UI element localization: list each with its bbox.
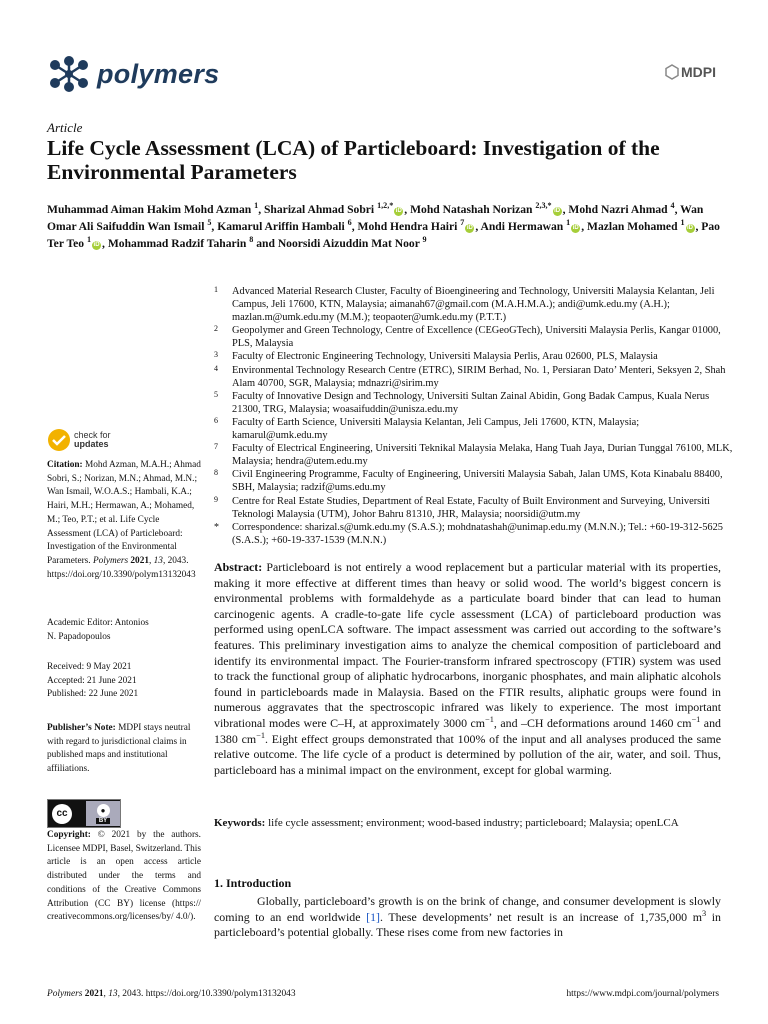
author-affiliation-sup: 2,3,*	[535, 201, 552, 211]
check-updates-icon	[47, 428, 71, 452]
affiliation-number: *	[214, 521, 219, 533]
affiliation-text: Civil Engineering Programme, Faculty of Engineering, Universiti Malaysia Sabah, Jalan UMS, Kota Kinabalu 88400, SBH, Malaysia; radzif@ums.edu.my	[232, 469, 723, 494]
abstract-sup-2: −1	[691, 714, 701, 724]
footer-year: 2021	[84, 989, 104, 999]
affiliation-item	[214, 364, 734, 390]
article-title: Life Cycle Assessment (LCA) of Particleboard: Investigation of the Environmental Parameters	[47, 136, 660, 184]
citation-label: Citation:	[47, 460, 83, 470]
footer-doi[interactable]: , 2043. https://doi.org/10.3390/polym13132043	[117, 989, 296, 999]
affiliation-item	[214, 350, 734, 363]
person-icon: ●	[97, 804, 110, 817]
keywords-text: life cycle assessment; environment; wood-based industry; particleboard; Malaysia; openLCA	[268, 817, 679, 829]
author-affiliation-sup: 4	[670, 201, 675, 211]
affiliation-number: 4	[214, 363, 218, 373]
abstract-text-4: . Eight effect groups demonstrated that 100% of the input and all analyses produced the same relative outcome. The life cycle of a product is determined by pollution of the air, water, and soil. Thus, particleboard has a minimal impact on the environment, except for global warming.	[214, 731, 722, 777]
publisher-note-label: Publisher’s Note:	[47, 723, 116, 733]
keywords	[214, 816, 721, 832]
author-name[interactable]: Pao Ter Teo	[47, 220, 720, 250]
academic-editor	[47, 617, 201, 644]
footer-citation: Polymers 2021, 13, 2043. https://doi.org/10.3390/polym13132043	[47, 989, 296, 999]
abstract-text-3: and 1380 cm	[214, 715, 721, 746]
keywords-label: Keywords:	[214, 817, 266, 829]
author-name[interactable]: Mohammad Radzif Taharin	[107, 237, 247, 250]
publisher-name: MDPI	[681, 64, 716, 80]
publisher-note-text: MDPI stays neutral with regard to jurisdictional claims in published maps and institutional affiliations.	[47, 723, 191, 775]
affiliation-number: 8	[214, 468, 218, 478]
affiliation-item	[214, 285, 734, 324]
footer-volume: 13	[108, 989, 118, 999]
author-name[interactable]: Wan Omar Ali Saifuddin Wan Ismail	[47, 203, 704, 233]
orcid-icon[interactable]: iD	[395, 208, 402, 214]
check-for-updates[interactable]	[47, 428, 111, 452]
affiliation-item	[214, 324, 734, 350]
copyright-block	[47, 829, 201, 925]
author-name[interactable]: Noorsidi Aizuddin Mat Noor	[277, 237, 420, 250]
dates-block	[47, 661, 201, 702]
affiliation-number: 6	[214, 415, 218, 425]
abstract-text-1: Particleboard is not entirely a wood replacement but a particular material with its properties, making it more effective at different times than heavy or solid wood. The world’s biggest concern is environmental problems with formaldehyde as a particulate board binder that can lead to human carcinogenic agents. A cradle-to-gate life cycle assessment (LCA) of particleboard production was performed using openLCA software. The impact assessment was carried out according to the software’s features. This preliminary investigation aims to analyze the chemical composition of particleboard and identify its environmental impact. The Fourier-transform infrared spectroscopy (FTIR) system was used to track the functional group of aliphatic hydrocarbons, inorganic phosphates, and main aliphatic alcohols found in particleboards made in Malaysia. Based on the FTIR results, aliphatic groups were found in numerous aggravates that the spectroscopic infrared was likely to experience. The most important vibrational modes were C–H, at approximately 3000 cm	[214, 560, 721, 730]
affiliation-text: Geopolymer and Green Technology, Centre of Excellence (CEGeoGTech), Universiti Malaysia Perlis, Kangar 01000, PLS, Malaysia	[232, 325, 721, 350]
editor-label: Academic Editor: Antonios	[47, 618, 149, 628]
affiliation-item	[214, 468, 734, 494]
authors-and: and	[256, 237, 278, 250]
citation-block: Citation: Mohd Azman, M.A.H.; Ahmad Sobri, S.; Norizan, M.N.; Ahmad, M.N.; Wan Ismail, W.O.A.S.; Hambali, K.A.; Hairi, M.H.; Hermawan, A.; Mohamed, M.; Teo, P.T.; et al. Life Cycle Assessment (LCA) of Particleboard: Investigation of the Environmental Parameters. Polymers 2021, 13, 2043. https://doi.org/10.3390/polym13132043	[47, 460, 201, 580]
author-affiliation-sup: 1	[254, 201, 259, 211]
affiliation-item	[214, 416, 734, 442]
editor-name: N. Papadopoulos	[47, 631, 111, 642]
affiliation-number: 7	[214, 442, 218, 452]
abstract-label: Abstract:	[214, 560, 263, 574]
orcid-icon[interactable]: iD	[93, 242, 100, 248]
publisher-logo	[665, 64, 716, 80]
citation-doi[interactable]: , 2043. https://doi.org/10.3390/polym13132043	[47, 555, 196, 580]
author-name[interactable]: Sharizal Ahmad Sobri	[263, 203, 375, 216]
intro-sup: 3	[701, 908, 707, 918]
affiliation-number: 2	[214, 324, 218, 334]
author-affiliation-sup: 1	[566, 218, 571, 228]
cc-icon: cc	[52, 804, 72, 824]
affiliation-item	[214, 495, 734, 521]
cc-by-badge[interactable]	[47, 799, 121, 828]
author-affiliation-sup: 8	[249, 235, 254, 245]
affiliation-text: Faculty of Earth Science, Universiti Malaysia Kelantan, Jeli Campus, Jeli 17600, KTN, Malaysia; kamarul@umk.edu.my	[232, 416, 640, 442]
accepted-date: Accepted: 21 June 2021	[47, 675, 137, 686]
intro-paragraph	[214, 894, 721, 941]
author-list: Muhammad Aiman Hakim Mohd Azman $^1$, Sharizal Ahmad Sobri $^{1,2,*}$iD , Mohd Natashah Norizan $^{2,3,*}$iD , Mohd Nazri Ahmad $^4$, Wan Omar Ali Saifuddin Wan Ismail $^5$, Kamarul Ariffin Hambali $^6$, Mohd Hendra Hairi $^7$iD , Andi Hermawan $^1$iD , Mazlan Mohamed $^1$iD , Pao Ter Teo $^1$iD , Mohammad Radzif Taharin $^8$ and Noorsidi Aizuddin Mat Noor $^9$	[47, 201, 720, 250]
article-type: Article	[47, 120, 83, 135]
author-affiliation-sup: 7	[460, 218, 465, 228]
author-name[interactable]: Mohd Natashah Norizan	[410, 203, 533, 216]
section-heading: 1. Introduction	[214, 876, 292, 890]
check-updates-line1: check for	[74, 430, 111, 440]
orcid-icon[interactable]: iD	[572, 225, 579, 231]
affiliation-number: 1	[214, 285, 218, 294]
author-affiliation-sup: 9	[422, 235, 427, 245]
affiliation-number: 9	[214, 494, 218, 504]
intro-text-2: . These developments’ net result is an increase of 1,735,000 m	[380, 909, 702, 924]
abstract-sup-1: −1	[485, 714, 494, 724]
citation-year: 2021	[130, 555, 149, 566]
affiliations	[214, 285, 734, 547]
author-name[interactable]: Mohd Hendra Hairi	[357, 220, 458, 233]
footer-url[interactable]: https://www.mdpi.com/journal/polymers	[566, 989, 719, 999]
received-date: Received: 9 May 2021	[47, 662, 132, 672]
affiliation-item	[214, 442, 734, 468]
journal-name: polymers	[97, 58, 220, 89]
copyright-text: © 2021 by the authors. Licensee MDPI, Basel, Switzerland. This article is an open access article distributed under the terms and conditions of the Creative Commons Attribution (CC BY) license (https:// creativecommons.org/licenses/by/ 4.0/).	[47, 830, 201, 923]
affiliation-text: Correspondence: sharizal.s@umk.edu.my (S.A.S.); mohdnatashah@unimap.edu.my (M.N.N.); Tel.: +60-19-312-5625 (S.A.S.); +60-19-337-1539 (M.N.N.)	[232, 521, 723, 546]
publisher-note	[47, 722, 201, 777]
author-name[interactable]: Andi Hermawan	[480, 220, 564, 233]
author-affiliation-sup: 1	[680, 218, 685, 228]
citation-text: Mohd Azman, M.A.H.; Ahmad Sobri, S.; Norizan, M.N.; Ahmad, M.N.; Wan Ismail, W.O.A.S.; Hambali, K.A.; Hairi, M.H.; Hermawan, A.; Mohamed, M.; Teo, P.T.; et al. Life Cycle Assessment (LCA) of Particleboard: Investigation of the Environmental Parameters.	[47, 460, 201, 566]
orcid-icon[interactable]: iD	[466, 225, 473, 231]
affiliation-item	[214, 521, 734, 547]
mdpi-hexagon-icon	[665, 64, 679, 80]
author-name[interactable]: Muhammad Aiman Hakim Mohd Azman	[47, 203, 252, 216]
intro-text-1: Globally, particleboard’s growth is on the brink of change, and consumer development is slowly coming to an end worldwide	[214, 894, 721, 924]
abstract-text-2: , and –CH deformations around 1460 cm	[493, 715, 692, 730]
polymers-molecule-icon	[47, 56, 91, 92]
author-affiliation-sup: 6	[347, 218, 352, 228]
author-affiliation-sup: 5	[207, 218, 212, 228]
by-label: BY	[96, 818, 110, 824]
affiliation-text: Faculty of Electronic Engineering Technology, Universiti Malaysia Perlis, Arau 02600, PLS, Malaysia	[232, 351, 658, 363]
affiliation-item	[214, 390, 734, 416]
citation-link[interactable]: [1]	[366, 909, 380, 924]
published-date: Published: 22 June 2021	[47, 689, 139, 700]
affiliation-number: 5	[214, 389, 218, 399]
author-affiliation-sup: 1,2,*	[377, 201, 394, 211]
footer-journal: Polymers	[47, 989, 83, 999]
citation-journal: Polymers	[92, 555, 129, 566]
copyright-label: Copyright:	[47, 830, 91, 840]
affiliation-text: Centre for Real Estate Studies, Department of Real Estate, Faculty of Built Environment and Surveying, Universiti Teknologi Malaysia (UTM), Johor Bahru 81310, JHR, Malaysia; noorsidi@utm.my	[232, 495, 710, 520]
affiliation-text: Faculty of Innovative Design and Technology, Universiti Sultan Zainal Abidin, Gong Badak Campus, Kuala Nerus 21300, TRG, Malaysia; woasaifuddin@unisza.edu.my	[232, 390, 710, 415]
journal-logo	[47, 56, 219, 92]
affiliation-text: Faculty of Electrical Engineering, Universiti Teknikal Malaysia Melaka, Hang Tuah Jaya, Durian Tunggal 76100, MLK, Malaysia; hendra@utem.edu.my	[232, 443, 733, 468]
author-name[interactable]: Mazlan Mohamed	[587, 220, 678, 233]
affiliation-text: Environmental Technology Research Centre (ETRC), SIRIM Berhad, No. 1, Persiaran Dato’ Menteri, Seksyen 2, Shah Alam 40700, SGR, Malaysia; mdnazri@sirim.my	[232, 364, 726, 389]
abstract	[214, 560, 721, 778]
page-footer	[47, 989, 719, 999]
citation-volume: 13	[153, 555, 163, 566]
abstract-sup-3: −1	[256, 730, 265, 740]
affiliation-number: 3	[214, 350, 218, 360]
author-affiliation-sup: 1	[86, 235, 92, 245]
orcid-icon[interactable]: iD	[554, 208, 561, 214]
affiliation-text: Advanced Material Research Cluster, Faculty of Bioengineering and Technology, Universiti Malaysia Kelantan, Jeli Campus, Jeli 17600, KTN, Malaysia; aimanah67@gmail.com (M.A.H.M.A.); andi@umk.edu.my (A.H.); mazlan.m@umk.edu.my (M.M.); teopaoter@umk.edu.my (P.T.T.)	[232, 286, 715, 324]
orcid-icon[interactable]: iD	[687, 225, 693, 231]
check-updates-line2: updates	[74, 439, 109, 449]
intro-text-3: in particleboard’s potential globally. These rises come from new factories in	[214, 909, 721, 940]
author-name[interactable]: Mohd Nazri Ahmad	[568, 203, 668, 216]
author-name[interactable]: Kamarul Ariffin Hambali	[217, 220, 345, 233]
